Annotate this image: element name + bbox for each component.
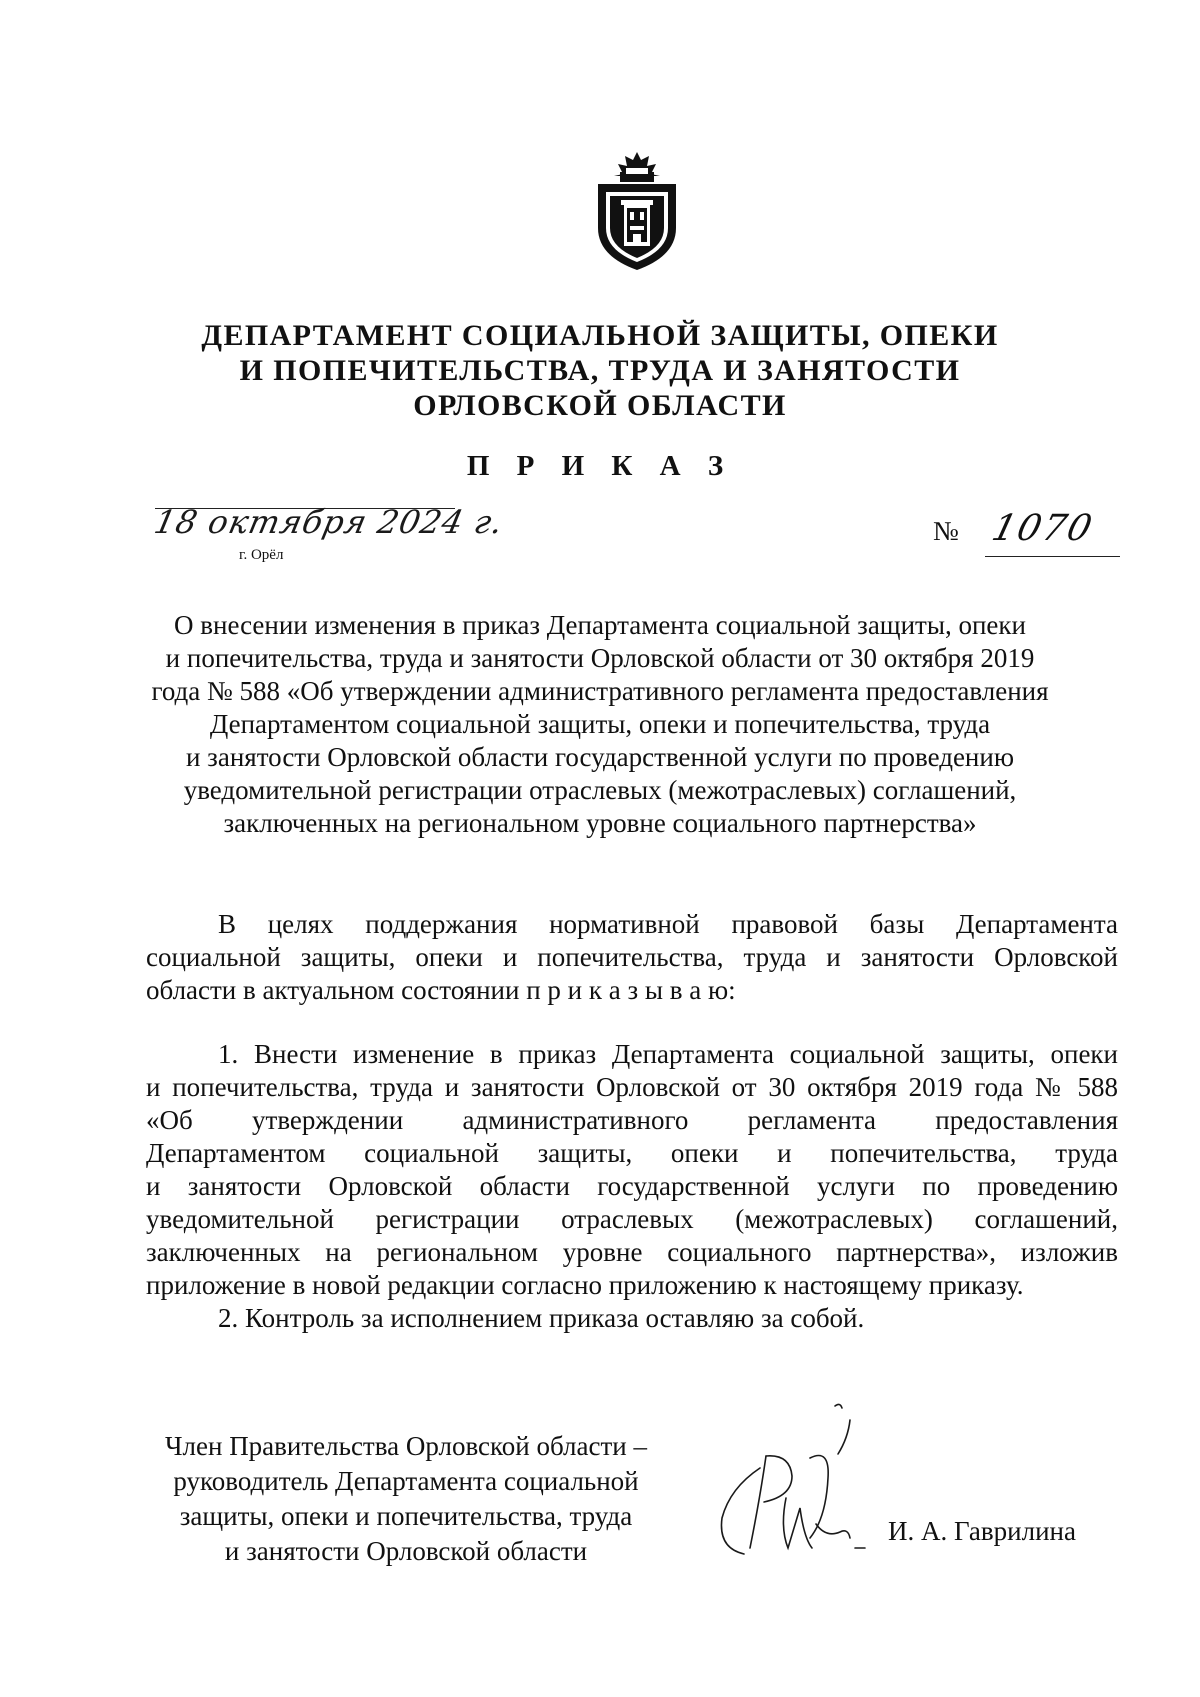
subject-line: заключенных на региональном уровне социального партнерства» bbox=[223, 808, 977, 838]
number-sign: № bbox=[933, 516, 959, 546]
subject-line: года № 588 «Об утверждении административного регламента предоставления bbox=[151, 676, 1049, 706]
subject-line: и занятости Орловской области государственной услуги по проведению bbox=[185, 742, 1015, 772]
subject-line: Департаментом социальной защиты, опеки и попечительства, труда bbox=[209, 709, 991, 739]
paragraph-line: 1. Внести изменение в приказ Департамента социальной защиты, опеки bbox=[218, 1039, 1118, 1069]
signatory-title bbox=[146, 1429, 666, 1569]
paragraph-line: 2. Контроль за исполнением приказа оставляю за собой. bbox=[218, 1303, 865, 1333]
handwritten-number: 1070 bbox=[987, 508, 1098, 549]
paragraph-line: уведомительной регистрации отраслевых (межотраслевых) соглашений, bbox=[146, 1204, 1118, 1234]
city-label: г. Орёл bbox=[239, 547, 284, 563]
department-line: ОРЛОВСКОЙ ОБЛАСТИ bbox=[413, 389, 787, 422]
paragraph-line: и попечительства, труда и занятости Орловской от 30 октября 2019 года № 588 bbox=[146, 1072, 1118, 1102]
number-underline bbox=[985, 556, 1120, 557]
handwritten-signature bbox=[700, 1398, 890, 1568]
signatory-title-line: Член Правительства Орловской области – bbox=[164, 1431, 647, 1461]
subject-line: уведомительной регистрации отраслевых (межотраслевых) соглашений, bbox=[183, 775, 1017, 805]
document-type-title: П Р И К А З bbox=[466, 450, 734, 482]
paragraph-line: «Об утверждении административного регламента предоставления bbox=[146, 1105, 1118, 1135]
coat-of-arms-emblem bbox=[594, 148, 680, 274]
handwritten-date: 18 октября 2024 г. bbox=[150, 503, 508, 541]
paragraph-line: приложение в новой редакции согласно приложению к настоящему приказу. bbox=[146, 1270, 1024, 1300]
paragraph-line: Департаментом социальной защиты, опеки и попечительства, труда bbox=[146, 1138, 1118, 1168]
preamble-paragraph bbox=[146, 908, 1118, 1007]
paragraph-line: области в актуальном состоянии п р и к а з ы в а ю: bbox=[146, 975, 736, 1005]
subject-line: и попечительства, труда и занятости Орловской области от 30 октября 2019 bbox=[165, 643, 1035, 673]
paragraph-line: социальной защиты, опеки и попечительства, труда и занятости Орловской bbox=[146, 942, 1118, 972]
signatory-name: И. А. Гаврилина bbox=[888, 1516, 1076, 1546]
order-item-1 bbox=[146, 1038, 1118, 1302]
paragraph-line: и занятости Орловской области государственной услуги по проведению bbox=[146, 1171, 1118, 1201]
department-line: ДЕПАРТАМЕНТ СОЦИАЛЬНОЙ ЗАЩИТЫ, ОПЕКИ bbox=[201, 319, 999, 352]
department-header bbox=[150, 318, 1050, 423]
paragraph-line: заключенных на региональном уровне социального партнерства», изложив bbox=[146, 1237, 1118, 1267]
paragraph-line: В целях поддержания нормативной правовой базы Департамента bbox=[218, 909, 1118, 939]
signatory-title-line: защиты, опеки и попечительства, труда bbox=[179, 1501, 633, 1531]
subject-line: О внесении изменения в приказ Департамента социальной защиты, опеки bbox=[174, 610, 1026, 640]
signatory-title-line: и занятости Орловской области bbox=[224, 1536, 588, 1566]
department-line: И ПОПЕЧИТЕЛЬСТВА, ТРУДА И ЗАНЯТОСТИ bbox=[239, 354, 961, 387]
order-subject bbox=[150, 609, 1050, 840]
order-item-2 bbox=[146, 1302, 1118, 1335]
signatory-title-line: руководитель Департамента социальной bbox=[173, 1466, 639, 1496]
